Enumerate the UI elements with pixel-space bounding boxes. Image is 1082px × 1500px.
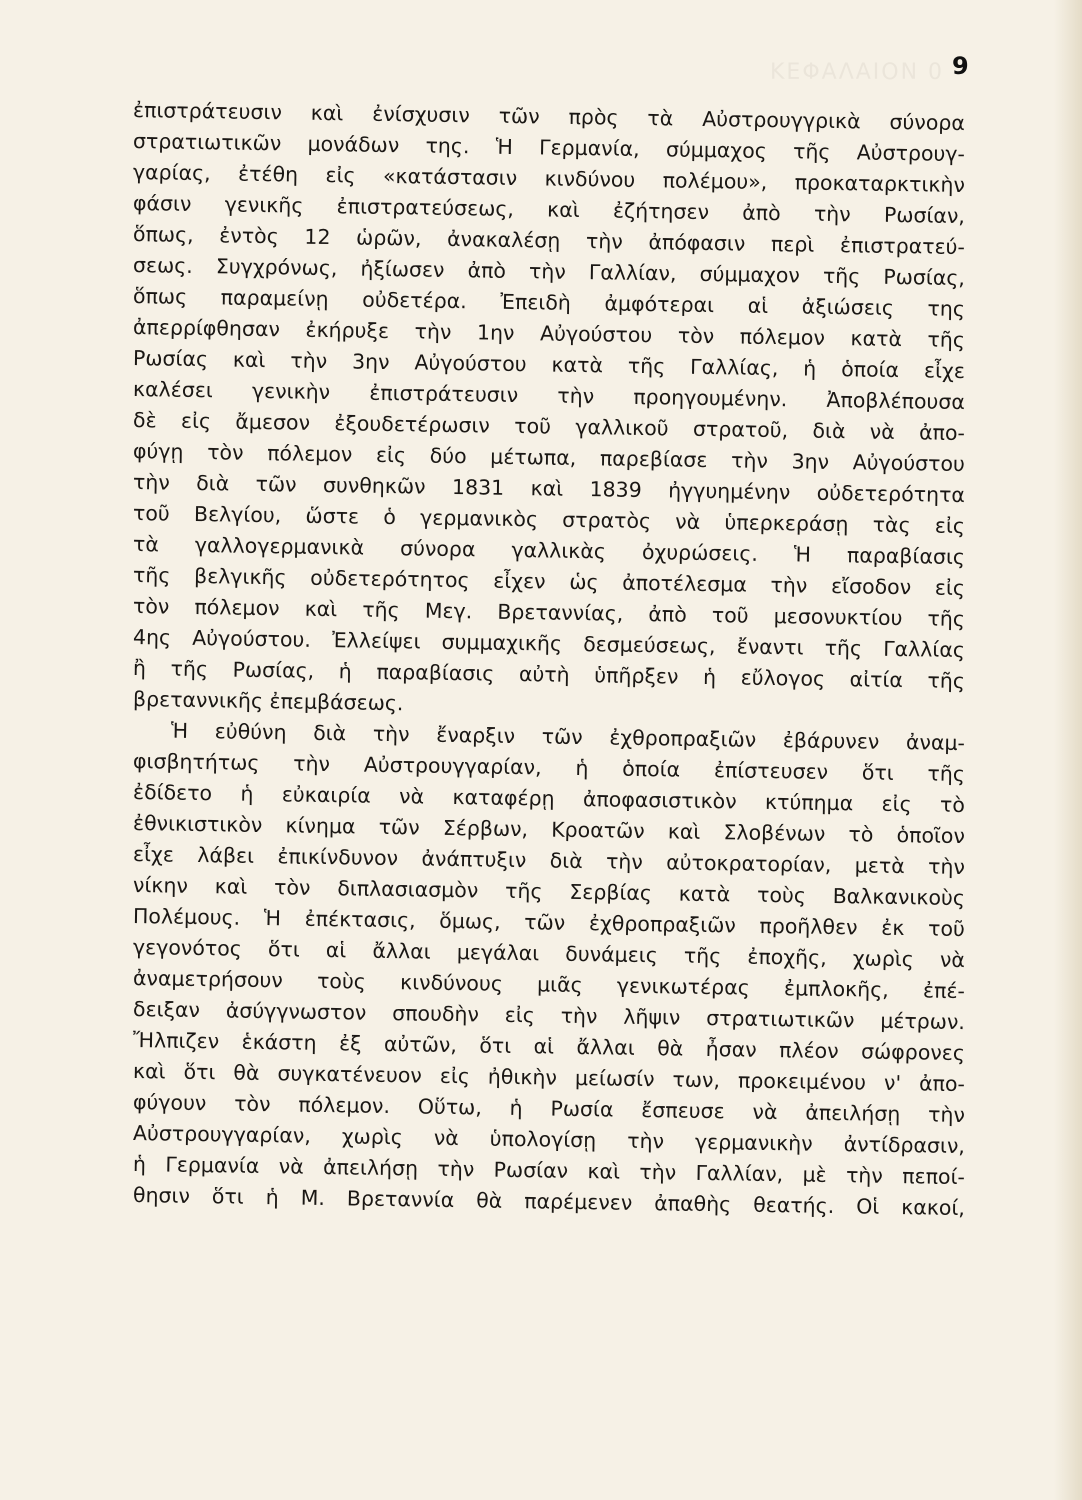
text-line: Αὐστρουγγαρίαν, χωρὶς νὰ ὑπολογίσῃ τὴν γερμανικὴν ἀντίδρασιν, xyxy=(132,1121,966,1159)
text-line: καὶ ὅτι θὰ συγκατένευον εἰς ἠθικὴν μείωσίν των, προκειμένου ν' ἀπο- xyxy=(132,1059,966,1097)
text-line: Ἤλπιζεν ἑκάστη ἐξ αὐτῶν, ὅτι αἱ ἄλλαι θὰ ἦσαν πλέον σώφρονες xyxy=(132,1028,966,1066)
text-line: ὅπως παραμείνῃ οὐδετέρα. Ἐπειδὴ ἀμφότεραι αἱ ἀξιώσεις της xyxy=(132,284,966,322)
page-edge-shadow xyxy=(1054,0,1082,1500)
text-line: ἢ τῆς Ρωσίας, ἡ παραβίασις αὐτὴ ὑπῆρξεν ἡ εὔλογος αἰτία τῆς xyxy=(132,656,966,694)
text-line: δειξαν ἀσύγγνωστον σπουδὴν εἰς τὴν λῆψιν στρατιωτικῶν μέτρων. xyxy=(132,997,966,1035)
text-line: ἀναμετρήσουν τοὺς κινδύνους μιᾶς γενικωτέρας ἐμπλοκῆς, ἐπέ- xyxy=(132,966,966,1004)
text-line: εἶχε λάβει ἐπικίνδυνον ἀνάπτυξιν διὰ τὴν αὐτοκρατορίαν, μετὰ τὴν xyxy=(132,842,966,880)
text-line-paragraph-end: βρεταννικῆς ἐπεμβάσεως. xyxy=(132,687,404,716)
text-line: στρατιωτικῶν μονάδων της. Ἡ Γερμανία, σύμμαχος τῆς Αὐστρουγ- xyxy=(132,129,966,167)
text-line: φισβητήτως τὴν Αὐστρουγγαρίαν, ἡ ὁποία ἐπίστευσεν ὅτι τῆς xyxy=(132,749,966,787)
text-line: ἡ Γερμανία νὰ ἀπειλήσῃ τὴν Ρωσίαν καὶ τὴν Γαλλίαν, μὲ τὴν πεποί- xyxy=(132,1152,966,1190)
text-line: θησιν ὅτι ἡ Μ. Βρεταννία θὰ παρέμενεν ἀπαθὴς θεατής. Οἱ κακοί, xyxy=(132,1183,966,1221)
text-line: τὴν διὰ τῶν συνθηκῶν 1831 καὶ 1839 ἠγγυημένην οὐδετερότητα xyxy=(132,470,966,508)
text-line: γεγονότος ὅτι αἱ ἄλλαι μεγάλαι δυνάμεις τῆς ἐποχῆς, χωρὶς νὰ xyxy=(132,935,966,973)
text-line: Πολέμους. Ἡ ἐπέκτασις, ὅμως, τῶν ἐχθροπραξιῶν προῆλθεν ἐκ τοῦ xyxy=(132,904,966,942)
text-line: ἀπερρίφθησαν ἐκήρυξε τὴν 1ην Αὐγούστου τὸν πόλεμον κατὰ τῆς xyxy=(132,315,966,353)
text-line: 4ης Αὐγούστου. Ἐλλείψει συμμαχικῆς δεσμεύσεως, ἔναντι τῆς Γαλλίας xyxy=(132,625,966,663)
page-number: 9 xyxy=(952,52,969,80)
text-line: τὸν πόλεμον καὶ τῆς Μεγ. Βρεταννίας, ἀπὸ τοῦ μεσονυκτίου τῆς xyxy=(132,594,966,632)
text-line: φάσιν γενικῆς ἐπιστρατεύσεως, καὶ ἐζήτησεν ἀπὸ τὴν Ρωσίαν, xyxy=(132,191,966,229)
text-line: καλέσει γενικὴν ἐπιστράτευσιν τὴν προηγουμένην. Ἀποβλέπουσα xyxy=(132,377,966,415)
text-line: φύγουν τὸν πόλεμον. Οὕτω, ἡ Ρωσία ἔσπευσε νὰ ἀπειλήσῃ τὴν xyxy=(132,1090,966,1128)
text-line: τὰ γαλλογερμανικὰ σύνορα γαλλικὰς ὀχυρώσεις. Ἡ παραβίασις xyxy=(132,532,966,570)
body-text xyxy=(133,95,965,1415)
text-line: ἐπιστράτευσιν καὶ ἐνίσχυσιν τῶν πρὸς τὰ Αὐστρουγγρικὰ σύνορα xyxy=(132,98,966,136)
text-line: ὅπως, ἐντὸς 12 ὡρῶν, ἀνακαλέσῃ τὴν ἀπόφασιν περὶ ἐπιστρατεύ- xyxy=(132,222,966,260)
text-line-paragraph-start: Ἡ εὐθύνη διὰ τὴν ἔναρξιν τῶν ἐχθροπραξιῶν ἐβάρυνεν ἀναμ- xyxy=(170,718,966,756)
text-line: σεως. Συγχρόνως, ἠξίωσεν ἀπὸ τὴν Γαλλίαν, σύμμαχον τῆς Ρωσίας, xyxy=(132,253,966,291)
text-line: νίκην καὶ τὸν διπλασιασμὸν τῆς Σερβίας κατὰ τοὺς Βαλκανικοὺς xyxy=(132,873,966,911)
text-line: φύγῃ τὸν πόλεμον εἰς δύο μέτωπα, παρεβίασε τὴν 3ην Αὐγούστου xyxy=(132,439,966,477)
text-line: τοῦ Βελγίου, ὥστε ὁ γερμανικὸς στρατὸς νὰ ὑπερκεράσῃ τὰς εἰς xyxy=(132,501,966,539)
text-line: ἐθνικιστικὸν κίνημα τῶν Σέρβων, Κροατῶν καὶ Σλοβένων τὸ ὁποῖον xyxy=(132,811,966,849)
text-line: τῆς βελγικῆς οὐδετερότητος εἶχεν ὡς ἀποτέλεσμα τὴν εἴσοδον εἰς xyxy=(132,563,966,601)
text-line: δὲ εἰς ἄμεσον ἐξουδετέρωσιν τοῦ γαλλικοῦ στρατοῦ, διὰ νὰ ἀπο- xyxy=(132,408,966,446)
text-line: ἐδίδετο ἡ εὐκαιρία νὰ καταφέρῃ ἀποφασιστικὸν κτύπημα εἰς τὸ xyxy=(132,780,966,818)
text-line: Ρωσίας καὶ τὴν 3ην Αὐγούστου κατὰ τῆς Γαλλίας, ἡ ὁποία εἶχε xyxy=(132,346,966,384)
text-line: γαρίας, ἐτέθη εἰς «κατάστασιν κινδύνου πολέμου», προκαταρκτικὴν xyxy=(132,160,966,198)
show-through-header: ΚΕΦΑΛΑΙΟΝ 0 xyxy=(770,60,945,85)
